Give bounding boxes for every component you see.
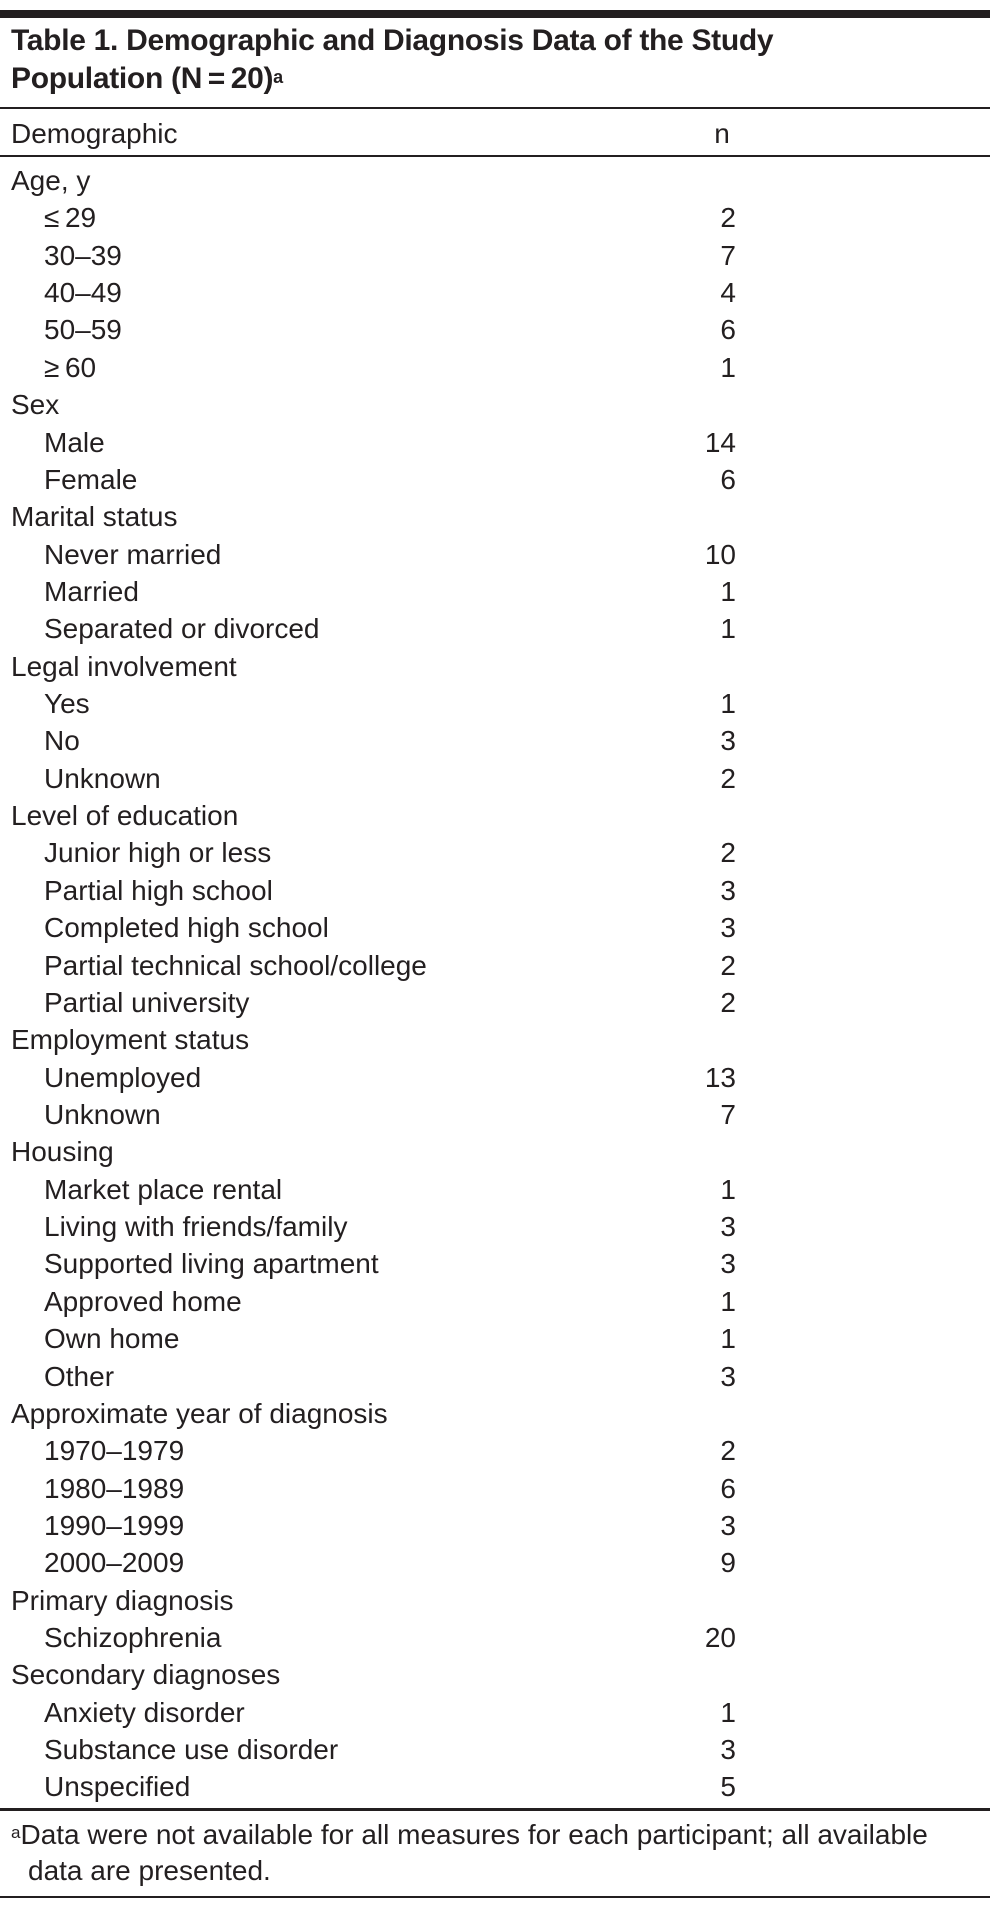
row-value-n: 1 (720, 351, 736, 383)
table-body (0, 162, 990, 1806)
row-value-n: 6 (720, 314, 736, 346)
row-value-n: 14 (704, 426, 736, 458)
table-row (0, 984, 990, 1021)
row-value-n: 2 (720, 1435, 736, 1467)
top-thick-rule (0, 10, 990, 18)
footnote-bottom-rule (0, 1896, 990, 1898)
table-row (0, 1059, 990, 1096)
row-label: Yes (44, 688, 90, 720)
row-value-n: 3 (720, 912, 736, 944)
row-label: Unknown (44, 1098, 161, 1130)
row-value-n: 3 (720, 725, 736, 757)
table-row (0, 1731, 990, 1768)
table-row (0, 573, 990, 610)
row-value-n: 1 (720, 575, 736, 607)
row-label: Partial technical school/college (44, 949, 427, 981)
row-label: ≥ 60 (44, 351, 97, 383)
table-row (0, 199, 990, 236)
table-row (0, 1096, 990, 1133)
row-label: Unknown (44, 762, 161, 794)
row-label: 30–39 (44, 239, 122, 271)
table-row (0, 1358, 990, 1395)
row-label: 2000–2009 (44, 1547, 185, 1579)
table-row (0, 536, 990, 573)
table-section-header (0, 1395, 990, 1432)
row-label: Female (44, 463, 138, 495)
table-section-header (0, 162, 990, 199)
table-row (0, 311, 990, 348)
row-value-n: 3 (720, 1211, 736, 1243)
table-row (0, 872, 990, 909)
row-label: Approximate year of diagnosis (11, 1397, 388, 1429)
footnote-line-1: Data were not available for all measures for each participant; all available (20, 1819, 928, 1850)
row-value-n: 9 (720, 1547, 736, 1579)
row-label: No (44, 725, 80, 757)
row-value-n: 6 (720, 463, 736, 495)
table-row (0, 610, 990, 647)
footnote-marker: a (11, 1823, 21, 1842)
table-row (0, 1245, 990, 1282)
table-row (0, 1320, 990, 1357)
row-label: 1970–1979 (44, 1435, 185, 1467)
row-value-n: 1 (720, 1323, 736, 1355)
row-label: Secondary diagnoses (11, 1659, 281, 1691)
table-row (0, 349, 990, 386)
row-value-n: 1 (720, 1173, 736, 1205)
row-value-n: 7 (720, 239, 736, 271)
row-label: Primary diagnosis (11, 1584, 234, 1616)
row-label: Legal involvement (11, 650, 237, 682)
header-rule (0, 155, 990, 157)
row-label: Supported living apartment (44, 1248, 379, 1280)
row-value-n: 2 (720, 762, 736, 794)
row-label: Male (44, 426, 105, 458)
table-row (0, 1283, 990, 1320)
table-row (0, 722, 990, 759)
row-label: Completed high school (44, 912, 329, 944)
row-value-n: 1 (720, 1696, 736, 1728)
table-row (0, 1544, 990, 1581)
row-label: Married (44, 575, 139, 607)
row-label: Partial university (44, 986, 250, 1018)
row-value-n: 6 (720, 1472, 736, 1504)
row-label: ≤ 29 (44, 202, 97, 234)
row-value-n: 2 (720, 986, 736, 1018)
row-label: Own home (44, 1323, 180, 1355)
table-title-line-1: Table 1. Demographic and Diagnosis Data of the Study (11, 24, 774, 57)
row-value-n: 3 (720, 1734, 736, 1766)
row-value-n: 3 (720, 1509, 736, 1541)
row-value-n: 3 (720, 1360, 736, 1392)
row-value-n: 1 (720, 688, 736, 720)
table-section-header (0, 1133, 990, 1170)
row-label: Unemployed (44, 1061, 202, 1093)
row-value-n: 7 (720, 1098, 736, 1130)
row-value-n: 5 (720, 1771, 736, 1803)
table-title-line-2 (11, 60, 981, 98)
table-row (0, 1470, 990, 1507)
row-value-n: 3 (720, 1248, 736, 1280)
table-section-header (0, 498, 990, 535)
row-label: Never married (44, 538, 222, 570)
title-rule (0, 107, 990, 109)
row-label: 1990–1999 (44, 1509, 185, 1541)
row-value-n: 2 (720, 202, 736, 234)
row-value-n: 2 (720, 949, 736, 981)
table-row (0, 834, 990, 871)
row-value-n: 1 (720, 613, 736, 645)
row-label: Anxiety disorder (44, 1696, 245, 1728)
row-label: Separated or divorced (44, 613, 320, 645)
table-title (11, 22, 981, 98)
row-label: Unspecified (44, 1771, 191, 1803)
row-label: Living with friends/family (44, 1211, 348, 1243)
table-row (0, 1208, 990, 1245)
row-label: Sex (11, 389, 60, 421)
row-label: Level of education (11, 800, 239, 832)
row-label: Partial high school (44, 874, 273, 906)
row-label: Age, y (11, 165, 91, 196)
row-label: Marital status (11, 501, 178, 533)
table-section-header (0, 1656, 990, 1693)
table-row (0, 1507, 990, 1544)
footnote-line-2: data are presented. (28, 1855, 271, 1886)
row-label: Approved home (44, 1285, 242, 1317)
row-value-n: 1 (720, 1285, 736, 1317)
row-label: Market place rental (44, 1173, 283, 1205)
row-value-n: 13 (704, 1061, 736, 1093)
table-row (0, 237, 990, 274)
table-row (0, 1619, 990, 1656)
table-row (0, 1694, 990, 1731)
row-value-n: 3 (720, 874, 736, 906)
row-label: 1980–1989 (44, 1472, 185, 1504)
table-row (0, 461, 990, 498)
table-row (0, 424, 990, 461)
row-label: Other (44, 1360, 115, 1392)
row-value-n: 2 (720, 837, 736, 869)
table-row (0, 685, 990, 722)
row-value-n: 10 (704, 538, 736, 570)
row-value-n: 20 (704, 1622, 736, 1654)
row-label: Schizophrenia (44, 1622, 222, 1654)
footnote (11, 1817, 981, 1889)
table-section-header (0, 386, 990, 423)
table-section-header (0, 1582, 990, 1619)
table-row (0, 1171, 990, 1208)
table-title-text: Population (N = 20) (11, 62, 274, 95)
table-bottom-rule (0, 1808, 990, 1811)
column-header-n: n (714, 118, 730, 149)
table-section-header (0, 797, 990, 834)
row-label: 40–49 (44, 277, 122, 309)
table-row (0, 1768, 990, 1805)
table-section-header (0, 1021, 990, 1058)
table-row (0, 1432, 990, 1469)
row-label: Employment status (11, 1024, 250, 1056)
row-label: 50–59 (44, 314, 122, 346)
table-row (0, 909, 990, 946)
row-value-n: 4 (720, 277, 736, 309)
footnote-marker: a (273, 67, 283, 87)
row-label: Junior high or less (44, 837, 272, 869)
row-label: Housing (11, 1136, 114, 1168)
table-section-header (0, 648, 990, 685)
row-label: Substance use disorder (44, 1734, 339, 1766)
table-row (0, 947, 990, 984)
table-row (0, 274, 990, 311)
table-row (0, 760, 990, 797)
column-header-demographic: Demographic (11, 118, 178, 149)
